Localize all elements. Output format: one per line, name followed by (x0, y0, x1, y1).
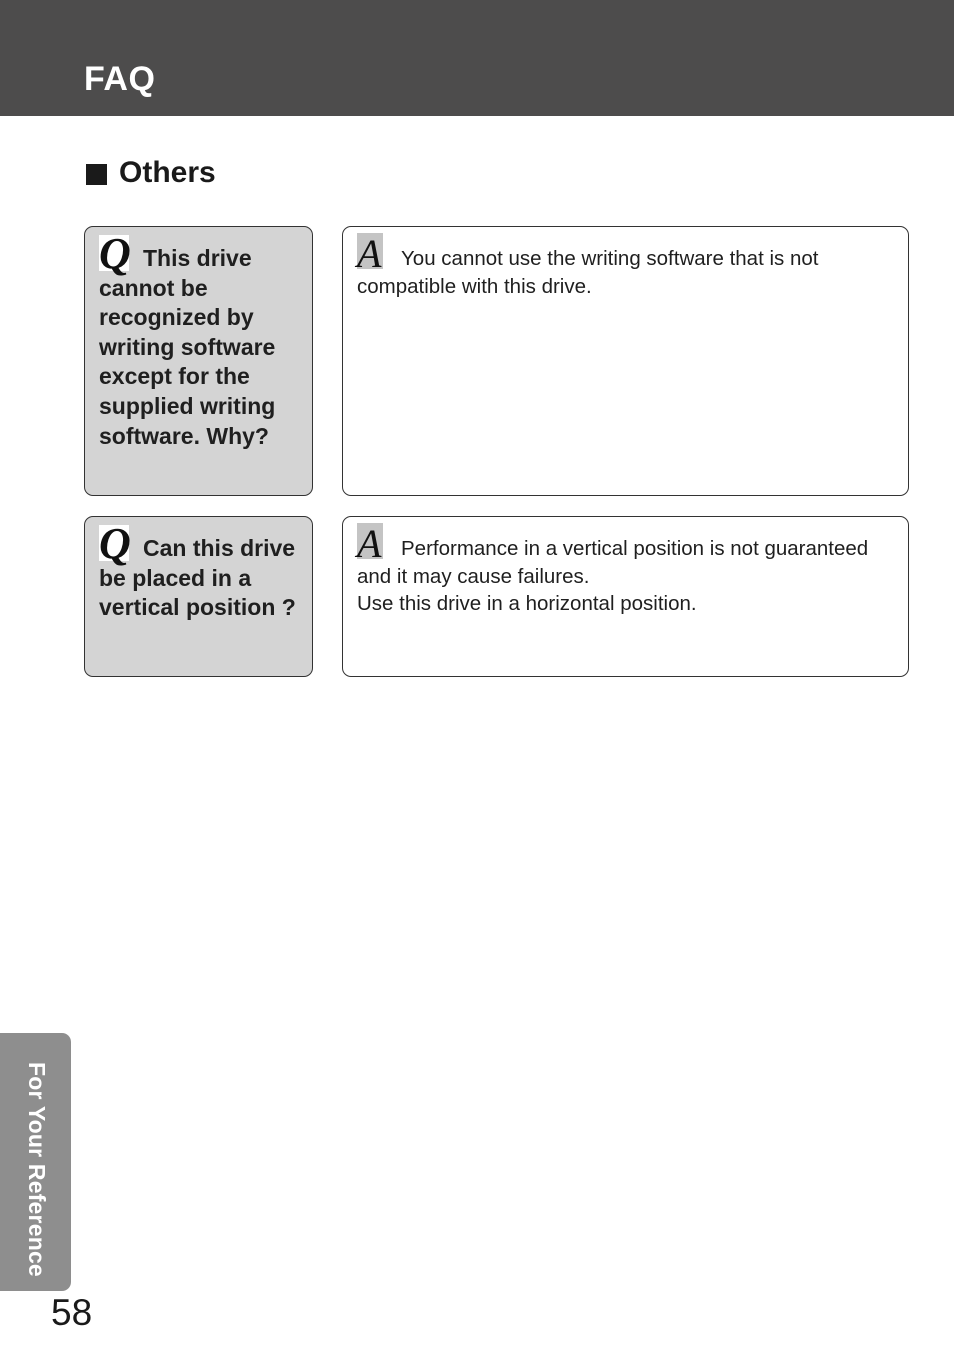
answer-text-1 (357, 231, 894, 300)
page-header (0, 0, 954, 116)
answer-text-2 (357, 521, 894, 618)
question-icon: Q (99, 239, 135, 269)
answer-2-line-1: Performance in a vertical position is not guaranteed and it may cause failures. (357, 537, 869, 588)
question-icon: Q (99, 529, 135, 559)
square-bullet-icon (86, 164, 107, 185)
question-text-1 (99, 229, 302, 451)
section-heading (86, 156, 216, 190)
answer-box-2 (342, 516, 909, 677)
question-box-2 (84, 516, 313, 677)
side-tab-label: For Your Reference (24, 1062, 50, 1277)
question-text-2 (99, 519, 302, 623)
question-2: Can this drive be placed in a vertical position ? (99, 535, 296, 621)
page-number: 58 (51, 1292, 93, 1333)
question-box-1 (84, 226, 313, 496)
answer-1: You cannot use the writing software that is not compatible with this drive. (357, 247, 819, 298)
page-title: FAQ (84, 60, 156, 98)
answer-box-1 (342, 226, 909, 496)
answer-icon: A (357, 239, 401, 269)
answer-icon: A (357, 529, 401, 559)
question-1: This drive cannot be recognized by writing software except for the supplied writing software. Why? (99, 245, 276, 449)
answer-2-line-2: Use this drive in a horizontal position. (357, 592, 697, 615)
section-title: Others (119, 156, 216, 189)
